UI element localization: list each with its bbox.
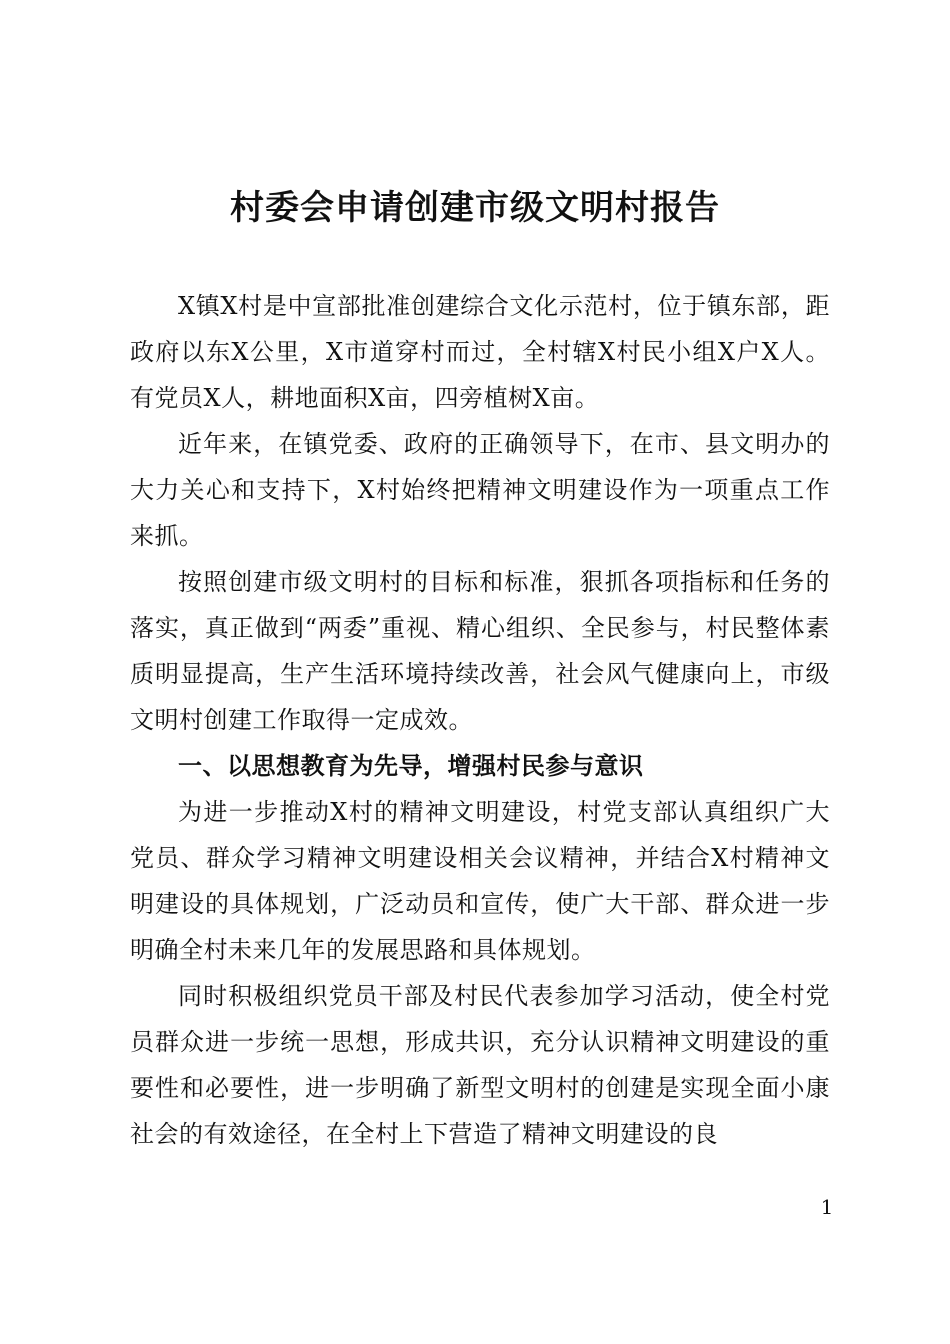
page-number: 1	[820, 1195, 834, 1219]
intro-paragraph-2: 近年来，在镇党委、政府的正确领导下，在市、县文明办的大力关心和支持下，X村始终把精神文明建设作为一项重点工作来抓。	[130, 430, 830, 550]
section1-paragraph-1: 为进一步推动X村的精神文明建设，村党支部认真组织广大党员、群众学习精神文明建设相关会议精神，并结合X村精神文明建设的具体规划，广泛动员和宣传，使广大干部、群众进一步明确全村未来几年的发展思路和具体规划。	[130, 798, 830, 964]
section1-paragraph-2: 同时积极组织党员干部及村民代表参加学习活动，使全村党员群众进一步统一思想，形成共识，充分认识精神文明建设的重要性和必要性，进一步明确了新型文明村的创建是实现全面小康社会的有效途径，在全村上下营造了精神文明建设的良	[130, 982, 830, 1148]
document-body	[130, 283, 830, 1157]
document-title: 村委会申请创建市级文明村报告	[230, 188, 720, 228]
intro-paragraph-1: X镇X村是中宣部批准创建综合文化示范村，位于镇东部，距政府以东X公里，X市道穿村而过，全村辖X村民小组X户X人。有党员X人，耕地面积X亩，四旁植树X亩。	[130, 292, 830, 412]
section-heading-1: 一、以思想教育为先导，增强村民参与意识	[178, 752, 644, 780]
intro-paragraph-3: 按照创建市级文明村的目标和标准，狠抓各项指标和任务的落实，真正做到“两委”重视、精心组织、全民参与，村民整体素质明显提高，生产生活环境持续改善，社会风气健康向上，市级文明村创建工作取得一定成效。	[130, 568, 830, 734]
